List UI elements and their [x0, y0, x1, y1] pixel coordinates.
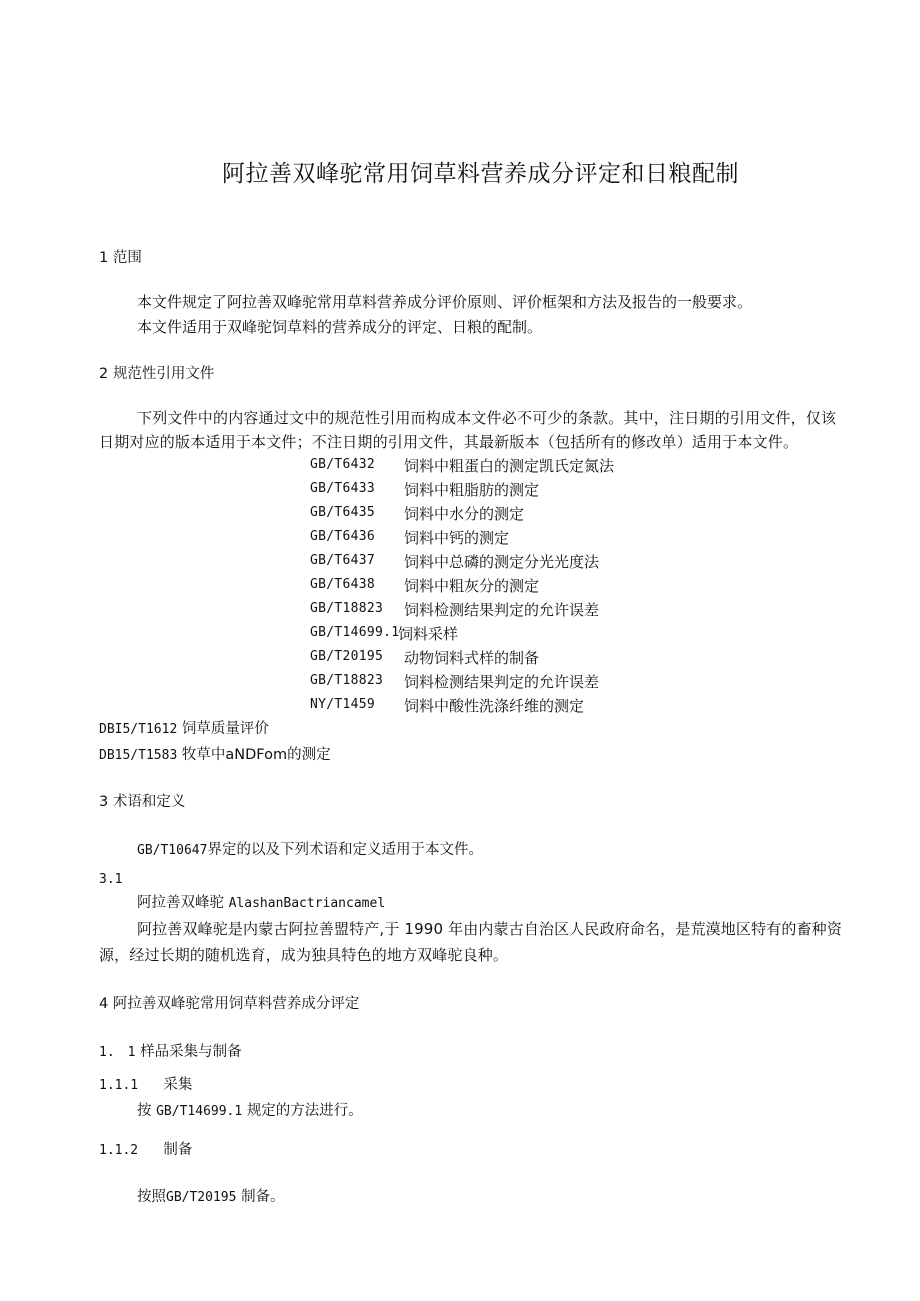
- subsection-number: 1.1.1: [99, 1078, 139, 1093]
- text-part: 按照: [137, 1189, 166, 1205]
- reference-name: 饲料中酸性洗涤纤维的测定: [404, 697, 585, 715]
- reference-code: GB/T10647: [137, 843, 208, 858]
- section-3-intro-text: 界定的以及下列术语和定义适用于本文件。: [207, 842, 483, 858]
- section-1-paragraph-1: 本文件规定了阿拉善双峰驼常用草料营养成分评价原则、评价框架和方法及报告的一般要求。: [137, 293, 753, 311]
- subsection-title: 制备: [163, 1142, 193, 1158]
- reference-name-part: aNDFom: [225, 747, 288, 763]
- reference-code: GB/T20195: [310, 649, 384, 664]
- text-part: 规定的方法进行。: [246, 1103, 363, 1119]
- reference-code: DBI5/T1612: [99, 722, 178, 737]
- reference-code: DB15/T1583: [99, 748, 178, 763]
- reference-extra-1: [99, 722, 269, 737]
- reference-code: GB/T6433: [310, 481, 376, 496]
- reference-name-part: 牧草中: [181, 747, 226, 763]
- section-1-heading: 1 范围: [99, 250, 142, 266]
- section-2-heading: 2 规范性引用文件: [99, 366, 215, 382]
- subsection-1-1-2-text: [137, 1190, 285, 1205]
- reference-name: 饲料检测结果判定的允许误差: [404, 601, 600, 619]
- reference-code: GB/T18823: [310, 673, 384, 688]
- reference-extra-2: [99, 748, 331, 763]
- document-title: 阿拉善双峰驼常用饲草料营养成分评定和日粮配制: [222, 161, 739, 187]
- section-2-intro-line-1: 下列文件中的内容通过文中的规范性引用而构成本文件必不可少的条款。其中，注日期的引用文件，仅该: [137, 409, 837, 427]
- term-number: 3.1: [99, 872, 123, 887]
- reference-code: GB/T6436: [310, 529, 376, 544]
- reference-code: GB/T6435: [310, 505, 376, 520]
- reference-name: 饲料中钙的测定: [404, 529, 510, 547]
- reference-code: GB/T18823: [310, 601, 384, 616]
- section-2-intro-line-2: 日期对应的版本适用于本文件；不注日期的引用文件，其最新版本（包括所有的修改单）适用于本文件。: [99, 433, 799, 451]
- text-part: 按: [137, 1103, 152, 1119]
- reference-name: 饲料采样: [398, 625, 459, 643]
- term-chinese: 阿拉善双峰驼: [137, 895, 224, 911]
- section-3-intro: [137, 843, 483, 858]
- text-part: 制备。: [241, 1189, 285, 1205]
- subsection-title: 采集: [163, 1077, 193, 1093]
- reference-code: GB/T6437: [310, 553, 376, 568]
- reference-code: GB/T6438: [310, 577, 376, 592]
- term-english: AlashanBactriancamel: [228, 896, 386, 911]
- reference-name: 饲料中水分的测定: [404, 505, 525, 523]
- subsection-1-1-2-heading: [99, 1143, 192, 1158]
- reference-name-part: 的测定: [287, 747, 331, 763]
- subsection-1-1-1-text: [137, 1104, 363, 1119]
- subsection-number: 1.1.2: [99, 1143, 139, 1158]
- reference-name: 饲料中粗灰分的测定: [404, 577, 540, 595]
- section-1-paragraph-2: 本文件适用于双峰驼饲草料的营养成分的评定、日粮的配制。: [137, 318, 543, 336]
- reference-code: GB/T14699.1: [310, 625, 400, 640]
- section-3-heading: 3 术语和定义: [99, 794, 186, 810]
- section-4-heading: 4 阿拉善双峰驼常用饲草料营养成分评定: [99, 996, 360, 1012]
- subsection-1-1-1-heading: [99, 1078, 192, 1093]
- reference-name: 动物饲料式样的制备: [404, 649, 540, 667]
- reference-name: 饲草质量评价: [181, 721, 269, 737]
- reference-name: 饲料中总磷的测定分光光度法: [404, 553, 600, 571]
- reference-code: GB/T6432: [310, 457, 376, 472]
- reference-code: GB/T20195: [166, 1190, 237, 1205]
- subsection-title: 样品采集与制备: [140, 1044, 242, 1060]
- reference-code: GB/T14699.1: [156, 1104, 243, 1119]
- term-title: [137, 896, 385, 911]
- subsection-1-1-heading: [99, 1045, 242, 1060]
- reference-name: 饲料中粗脂肪的测定: [404, 481, 540, 499]
- reference-name: 饲料中粗蛋白的测定凯氏定氮法: [404, 457, 615, 475]
- reference-name: 饲料检测结果判定的允许误差: [404, 673, 600, 691]
- term-definition-line-1: 阿拉善双峰驼是内蒙古阿拉善盟特产,于 1990 年由内蒙古自治区人民政府命名，是荒漠地区特有的畜种资: [137, 920, 842, 938]
- term-definition-line-2: 源，经过长期的随机选育，成为独具特色的地方双峰驼良种。: [99, 946, 509, 964]
- subsection-number: 1. 1: [99, 1045, 136, 1060]
- reference-code: NY/T1459: [310, 697, 376, 712]
